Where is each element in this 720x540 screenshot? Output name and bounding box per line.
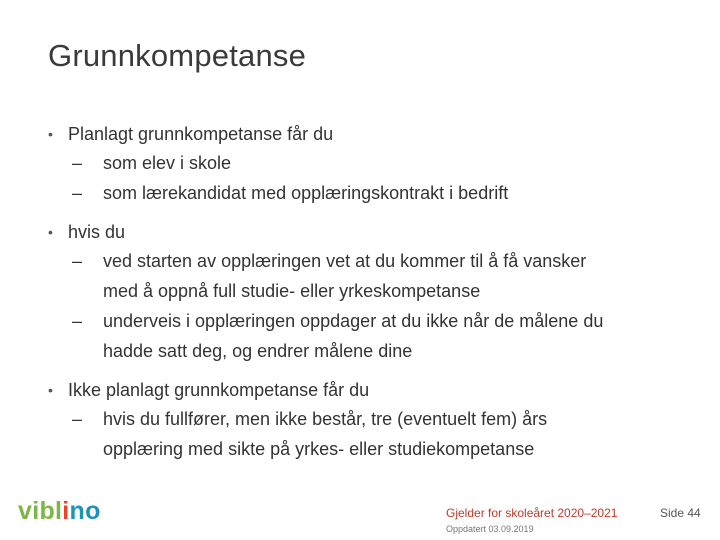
footer-note: Gjelder for skoleåret 2020–2021 [446,506,618,520]
sub-text-continued: med å oppnå full studie- eller yrkeskompetanse [103,281,481,301]
sub-text: ved starten av opplæringen vet at du kommer til å få vansker [103,251,587,271]
footer-updated: Oppdatert 03.09.2019 [446,524,534,534]
bullet-item [48,120,708,148]
sub-text-continued: hadde satt deg, og endrer målene dine [103,341,413,361]
sub-item [72,246,708,306]
sub-item [72,148,708,178]
sub-text: underveis i opplæringen oppdager at du ikke når de målene du [103,311,604,331]
bullet-text: hvis du [68,222,126,242]
sub-dash: – [72,183,83,203]
viblino-logo [18,497,101,526]
sub-item [72,178,708,208]
sub-text-continued: opplæring med sikte på yrkes- eller studiekompetanse [103,439,535,459]
logo-text-part: vibl [18,497,63,525]
sub-text: som elev i skole [103,153,232,173]
sub-item [72,404,708,464]
bullet-marker: • [48,382,53,398]
sub-text: hvis du fullfører, men ikke består, tre (eventuelt fem) års [103,409,548,429]
bullet-text: Planlagt grunnkompetanse får du [68,124,334,144]
bullet-item [48,376,708,404]
bullet-text: Ikke planlagt grunnkompetanse får du [68,380,370,400]
sub-dash: – [72,153,83,173]
bullet-marker: • [48,224,53,240]
sub-dash: – [72,251,83,271]
slide-title: Grunnkompetanse [48,38,307,73]
bullet-item [48,218,708,246]
sub-text: som lærekandidat med opplæringskontrakt i bedrift [103,183,509,203]
sub-dash: – [72,409,83,429]
logo-text-part: no [69,497,101,525]
bullet-marker: • [48,126,53,142]
sub-item [72,306,708,366]
bullet-list [48,120,708,464]
logo-text-part: i [62,497,70,525]
slide-number: Side 44 [660,506,701,520]
sub-dash: – [72,311,83,331]
